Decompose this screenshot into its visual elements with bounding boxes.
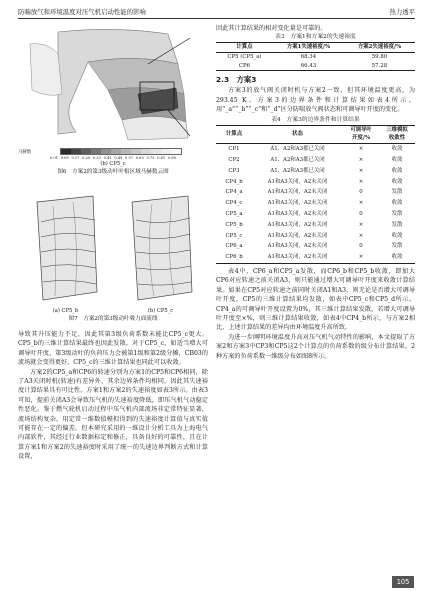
table-cell: A1和A3关闭，A2未关闭 <box>252 252 343 263</box>
colorbar-tick-label: 0.41 <box>103 156 112 160</box>
colorbar-swatch <box>121 149 131 154</box>
table-cell: A1和A3关闭，A2未关闭 <box>267 211 328 217</box>
colorbar-tick-label: 0.01 <box>50 156 59 160</box>
table-cell: A1和A3关闭，A2未关闭 <box>267 200 328 207</box>
colorbar-swatch <box>101 149 111 154</box>
table-cell: 收敛 <box>391 157 403 164</box>
colorbar-title: 马赫数 <box>18 149 32 155</box>
colorbar-swatch <box>161 149 171 154</box>
table-cell: A1和A3关闭，A2未关闭 <box>267 232 328 239</box>
colorbar-tick-label: 0.73 <box>146 156 155 160</box>
table-row <box>216 209 415 220</box>
table-3 <box>216 42 415 71</box>
colorbar-tick-label: 0.81 <box>157 156 166 160</box>
table-cell: 收敛 <box>391 146 403 153</box>
table3-header: 方案2失速裕度/% <box>344 43 415 53</box>
colorbar-tick-label: 0.49 <box>114 156 123 160</box>
colorbar-tick-label: 0.57 <box>125 156 134 160</box>
colorbar-tick-label: 0.17 <box>71 156 80 160</box>
table-cell: 57.28 <box>344 62 415 71</box>
figure-6 <box>18 24 208 190</box>
table-cell: 发散 <box>391 211 403 217</box>
table-cell: CP4_a <box>225 189 243 196</box>
table-cell: CP1 <box>228 146 240 153</box>
table-cell: CP5_a <box>225 211 243 217</box>
right-paragraph-1: 表4中，CP6_a和CP5_a发散，而CP6_b和CP5_b收敛，即加大CP6对应转速之前关闭A3，则只能通过增大可调导叶开度来收敛计算结果。如果在CP5对应转速之前同时关闭A1和A3，则无论是否增大可调导叶开度，CP5的三维计算结果均发散，如表中CP5_c和CP5_d所示。CP4_a的可调导叶开度设置为0%，其三维计算结果发散，若增大可调导叶开度至×%，则三维计算结果收敛，如表4中CP4_b所示，与方案2相比，上述计算结果的差异均由环境温度升高所致。 <box>216 267 415 332</box>
table-cell: × <box>358 167 364 174</box>
table-cell: CP5_c <box>225 232 243 239</box>
colorbar-swatch <box>81 149 91 154</box>
fig7-panel-b <box>118 192 203 315</box>
table-row <box>216 155 415 166</box>
table-cell: A1、A2和A3都已关闭 <box>270 157 325 164</box>
running-header <box>18 6 415 19</box>
table-cell: A1和A3关闭，A2未关闭 <box>267 221 328 228</box>
table-cell: A1和A3关闭，A2未关闭 <box>267 178 328 185</box>
table-cell: 收敛 <box>391 178 403 185</box>
table-cell: CP2 <box>228 157 240 164</box>
fig7-sub-a-label: (a) CP5_b <box>52 308 79 314</box>
table-cell: CP5_b <box>225 221 243 228</box>
table-row <box>216 231 415 242</box>
table-cell: A1和A3关闭，A2未关闭 <box>267 243 328 250</box>
header-title: 防喘放气和环境温度对压气机启动性能的影响 <box>18 8 146 16</box>
colorbar-swatch <box>141 149 151 154</box>
table-cell: 0 <box>359 189 363 196</box>
fig6-contour-image <box>18 24 208 146</box>
left-paragraph-2: 方案2的CP5_a和CP6的转速分别为方案1的CP5和CP6相同，除了A3关闭时机(转速)有差异外，其余边界条件均相同，因此其失速裕度计算结果具有可比性。方案1和方案2的失速裕度如表3所示。由表3可知，提前关闭A3会导致压气机的失速裕度降低，即压气机气动稳定性恶化。鉴于燃气轮机启动过程中压气机内部流场非定常特征显著，流场结构复杂，用定常一维数值模拟得到的失速裕度计算值与真实值可能存在一定的偏差。但本研究采用的一维设计分析工具为上海电气内部软件，其经过行业数据标定和修正，具备良好的可靠性，且在计算方案1和方案2的失速裕度时采用了统一的失速边界判断方式和计算设置， <box>18 368 208 461</box>
fig7-panel-a <box>23 192 108 315</box>
table-cell: 66.43 <box>273 62 344 71</box>
colorbar-swatch <box>151 149 161 154</box>
fig7-caption: 图7 方案2的第3级动叶吸力面流线 <box>68 316 158 322</box>
table-cell: 发散 <box>391 189 403 196</box>
table4-header: 三维模拟 收敛性 <box>379 126 415 144</box>
table-row <box>216 62 415 71</box>
table-row <box>216 53 415 62</box>
colorbar-tick-label: 0.65 <box>135 156 144 160</box>
table-row <box>216 252 415 263</box>
table-cell: A1、A2和A3都已关闭 <box>270 167 325 174</box>
table-row <box>216 144 415 155</box>
table-cell: 59.80 <box>371 54 388 60</box>
table-cell: 发散 <box>391 243 403 250</box>
mach-colorbar <box>60 148 182 155</box>
table4-header: 状态 <box>252 126 343 144</box>
left-paragraph-1: 导致其升压能力不足，因此其第3级负荷系数未能比CP5_c更大。CP5_b的三维计算结果最终也因此发散。对于CP5_c，如适当增大可调导叶开度，第3级动叶的负荷压力会被第1级和第2级分摊，CB03的流场就会变得更好，CP5_c的三维计算结果也同此可以收敛。 <box>18 331 208 367</box>
colorbar-tick-label: 0.09 <box>60 156 69 160</box>
section-heading: 2.3 方案3 <box>216 75 257 85</box>
table-cell: 0 <box>359 243 363 250</box>
table-cell: CP6 <box>216 62 273 71</box>
table-cell: 收敛 <box>391 232 403 239</box>
table-4 <box>216 125 415 264</box>
colorbar-swatch <box>171 149 181 154</box>
right-paragraph-2: 为进一步阐明环境温度升高对压气机气动特性的影响，本文提取了方案2和方案3中CP3和CP5这2个计算点的负荷系数的级分布计算结果。2种方案的负荷系数一维级分布如图8所示。 <box>216 333 415 360</box>
fig6-sub-b-label: (b) CP5_c <box>100 161 126 167</box>
colorbar-swatch <box>61 149 71 154</box>
table-cell: × <box>343 252 379 263</box>
fig7a-streamline-image <box>23 192 108 304</box>
colorbar-swatch <box>111 149 121 154</box>
table-cell: CP6_a <box>225 243 243 250</box>
colorbar-swatch <box>91 149 101 154</box>
right-column <box>216 24 415 361</box>
table4-caption: 表4 方案3的边界条件和计算结果 <box>271 117 360 124</box>
table-cell: 收敛 <box>391 200 403 207</box>
table-cell: × <box>358 200 364 207</box>
page-number: 105 <box>392 576 414 588</box>
section-paragraph: 方案3的放气阀关闭时机与方案2一致，但其环境温度更高，为293.45 K。方案3的边界条件和计算结果如表4所示，用“_a”“_b”“_c”和“_d”区分防喘放气阀状态和可调导叶开度的变化。 <box>216 87 415 113</box>
table-row <box>216 177 415 188</box>
figure-7 <box>18 192 208 327</box>
table-cell: 发散 <box>391 221 403 228</box>
colorbar-swatch <box>131 149 141 154</box>
table-row <box>216 220 415 231</box>
colorbar-tick-label: 0.33 <box>92 156 101 160</box>
table-cell: × <box>358 157 364 164</box>
journal-name: 热力透平 <box>389 8 415 16</box>
table-cell: × <box>358 232 364 239</box>
colorbar-swatch <box>71 149 81 154</box>
table-cell: CP3 <box>228 167 240 174</box>
table-cell: 收敛 <box>391 167 403 174</box>
fig6-caption: 图6 方案2的第3级动叶叶根区域马赫数云图 <box>57 169 169 175</box>
table-cell: A1和A3关闭，A2未关闭 <box>267 189 328 196</box>
left-column <box>18 24 208 462</box>
fig7b-streamline-image <box>118 192 203 304</box>
table-row <box>216 241 415 252</box>
right-top-paragraph: 因此其计算结果的相对变化量是可靠的。 <box>216 25 327 32</box>
table-cell: × <box>358 178 364 185</box>
table4-header: 计算点 <box>216 126 252 144</box>
table-row <box>216 198 415 209</box>
table-cell: 68.34 <box>300 54 317 60</box>
table-cell: CP6_b <box>216 252 252 263</box>
table-cell: × <box>358 221 364 228</box>
table-cell: CP4_c <box>225 200 243 207</box>
fig7-sub-b-label: (b) CP5_c <box>147 308 174 314</box>
table-cell: × <box>358 146 364 153</box>
colorbar-tick-label: 0.89 <box>167 156 176 160</box>
table-cell: 收敛 <box>379 252 415 263</box>
table3-header: 方案1失速裕度/% <box>273 43 344 53</box>
table-row <box>216 166 415 177</box>
table4-header: 可调导叶 开度/% <box>343 126 379 144</box>
table-cell: 0 <box>359 211 363 217</box>
table3-caption: 表3 方案1和方案2的失速裕度 <box>275 34 356 41</box>
table-cell: CP4_b <box>225 178 243 185</box>
table-cell: A1、A2和A3都已关闭 <box>270 146 325 153</box>
table-row <box>216 187 415 198</box>
table3-header: 计算点 <box>216 43 273 53</box>
colorbar-tick-label: 0.25 <box>82 156 91 160</box>
table-cell: CP5 (CP5_a) <box>227 54 262 60</box>
